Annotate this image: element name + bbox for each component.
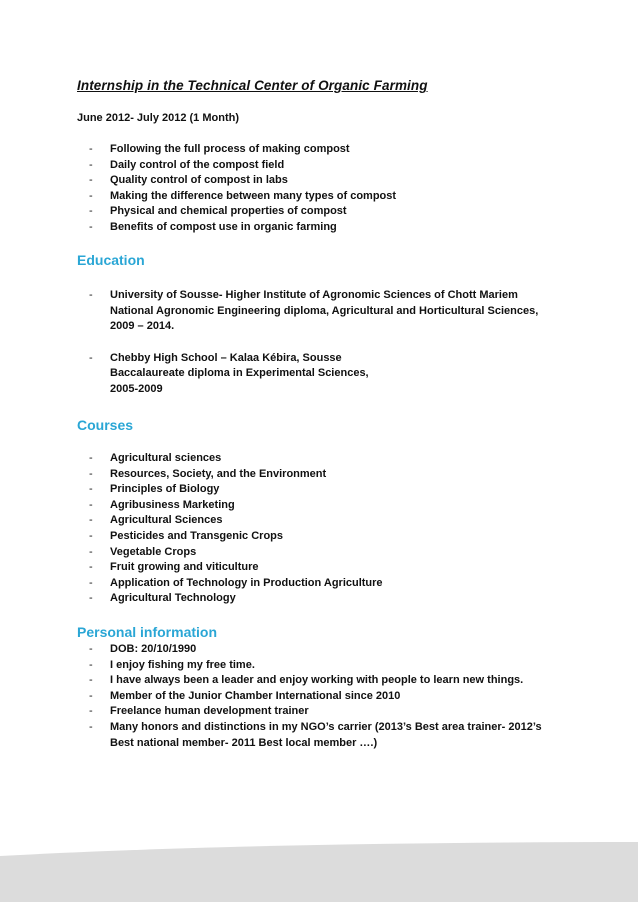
list-item: - Resources, Society, and the Environment [89, 467, 327, 480]
list-item: - Pesticides and Transgenic Crops [89, 529, 284, 542]
list-item: - I have always been a leader and enjoy working with people to learn new things. [89, 674, 524, 687]
footer-wave [0, 842, 638, 902]
list-item: - Application of Technology in Production Agriculture [89, 576, 383, 589]
list-item: - Agricultural sciences [89, 452, 222, 464]
list-item: - Vegetable Crops [89, 545, 197, 558]
list-item: - Quality control of compost in labs [89, 174, 288, 187]
list-item: - Freelance human development trainer [89, 705, 309, 718]
internship-date: June 2012- July 2012 (1 Month) [77, 112, 239, 124]
list-item: - Agribusiness Marketing [89, 498, 235, 511]
list-item: - Following the full process of making compost [89, 143, 350, 155]
list-item: - Chebby High School – Kalaa Kébira, Sousse Baccalaureate diploma in Experimental Sciences, 2005-2009 [89, 351, 369, 395]
list-item: - Fruit growing and viticulture [89, 561, 259, 574]
list-item: - University of Sousse- Higher Institute of Agronomic Sciences of Chott Mariem National Agronomic Engineering diploma, Agricultural and Horticultural Sciences, 2009 – 2014. [89, 289, 539, 333]
list-item: - Member of the Junior Chamber International since 2010 [89, 689, 401, 702]
list-item: - I enjoy fishing my free time. [89, 658, 255, 671]
internship-list [89, 142, 559, 236]
internship-title: Internship in the Technical Center of Organic Farming [77, 78, 428, 93]
courses-list [89, 451, 559, 607]
list-item: - Making the difference between many types of compost [89, 189, 397, 202]
education-heading: Education [77, 252, 145, 268]
list-item: - Agricultural Sciences [89, 514, 223, 527]
personal-heading: Personal information [77, 624, 218, 640]
list-item: - Physical and chemical properties of compost [89, 205, 347, 218]
list-item: - Principles of Biology [89, 483, 220, 496]
list-item: - DOB: 20/10/1990 [89, 643, 197, 655]
list-item: - Benefits of compost use in organic farming [89, 220, 337, 233]
courses-heading: Courses [77, 417, 134, 433]
list-item: - Many honors and distinctions in my NGO’s carrier (2013’s Best area trainer- 2012’s Best national member- 2011 Best local member ….) [89, 720, 542, 749]
education-list [89, 288, 559, 398]
list-item: - Agricultural Technology [89, 592, 236, 605]
list-item: - Daily control of the compost field [89, 158, 285, 171]
personal-list [89, 642, 559, 751]
